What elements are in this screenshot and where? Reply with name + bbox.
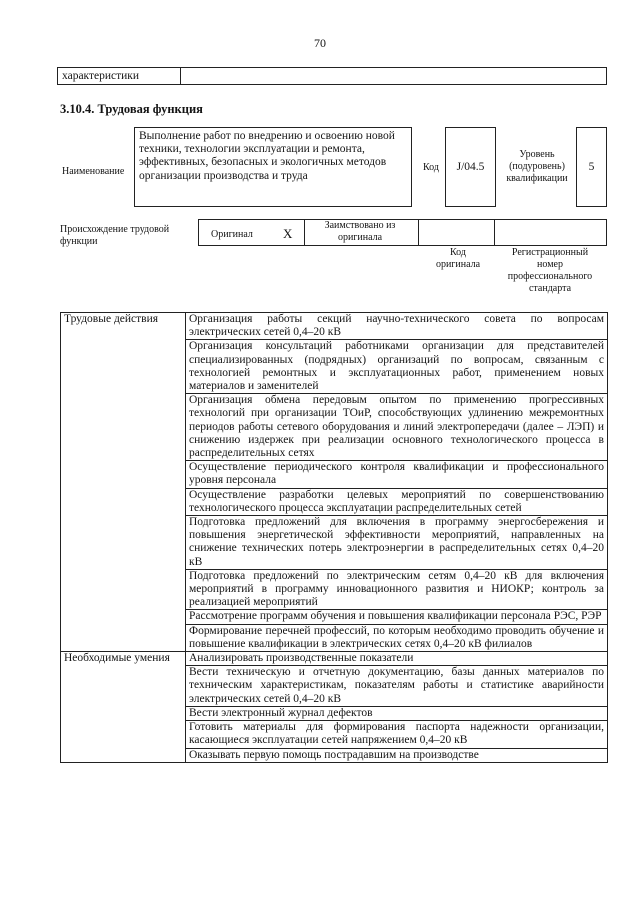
code-value: J/04.5 (456, 161, 485, 173)
code-value-box (445, 127, 496, 207)
labor-action-item: Формирование перечней профессий, по которым необходимо проводить обучение и повышение квалификации в электрических сетях 0,4–20 кВ филиалов (186, 624, 608, 651)
characteristics-divider (180, 68, 181, 84)
labor-action-item: Организация консультаций работниками организации для представителей специализированных (подрядных) организаций по вопросам, связанным с технологией ремонтных и эксплуатационных работ, применением новых материалов и заменителей (186, 340, 608, 394)
function-name-box (134, 127, 412, 207)
skill-item: Оказывать первую помощь пострадавшим на производстве (186, 748, 608, 762)
function-table (60, 312, 608, 763)
skill-item: Готовить материалы для формирования паспорта надежности организации, касающиеся эксплуатации сетей напряжением 0,4–20 кВ (186, 721, 608, 748)
original-label: Оригинал (211, 229, 253, 240)
characteristics-row (57, 67, 607, 85)
origin-divider-3 (494, 219, 495, 246)
code-original-caption: Код оригинала (435, 247, 481, 270)
section-heading: 3.10.4. Трудовая функция (60, 102, 203, 116)
labor-action-item: Осуществление периодического контроля квалификации и профессионального уровня персонала (186, 461, 608, 488)
original-mark: X (283, 226, 293, 241)
labor-action-item: Организация обмена передовым опытом по применению прогрессивных технологий при организации ТОиР, способствующих удлинению межремонтных периодов работы сетевого оборудования и линий электропередачи (далее – ЛЭП) и снижению издержек при реализации основного технологического процесса в распределительных сетях (186, 394, 608, 461)
skills-label: Необходимые умения (61, 652, 186, 763)
page-number: 70 (314, 36, 326, 50)
table-row (61, 652, 608, 666)
origin-label: Происхождение трудовой функции (60, 224, 170, 247)
labor-action-item: Подготовка предложений по электрическим сетям 0,4–20 кВ для включения мероприятий в программу инновационного развития и НИОКР; контроль за реализацией мероприятий (186, 569, 608, 610)
origin-divider-2 (418, 219, 419, 246)
level-label: Уровень (подуровень) квалификации (506, 149, 568, 184)
level-value: 5 (588, 161, 595, 173)
skill-item: Вести электронный журнал дефектов (186, 706, 608, 720)
labor-actions-label: Трудовые действия (61, 313, 186, 652)
labor-action-item: Организация работы секций научно-технического совета по вопросам электрических сетей 0,4–20 кВ (186, 313, 608, 340)
reg-number-caption: Регистрационный номер профессионального стандарта (507, 247, 593, 294)
function-name-text: Выполнение работ по внедрению и освоению новой техники, технологии эксплуатации и ремонта, эффективных, безопасных и экологичных методов организации производства и труда (139, 130, 395, 182)
code-label: Код (423, 162, 439, 173)
labor-action-item: Рассмотрение программ обучения и повышения квалификации персонала РЭС, РЭР (186, 610, 608, 624)
skill-item: Анализировать производственные показатели (186, 652, 608, 666)
skill-item: Вести техническую и отчетную документацию, базы данных материалов по техническим характеристикам, показателям работы и статистике аварийности электрических сетей 0,4–20 кВ (186, 666, 608, 707)
labor-action-item: Подготовка предложений для включения в программу энергосбережения и повышения энергетической эффективности мероприятий, направленных на снижение технических потерь электроэнергии в распределительных сетях 0,4–20 кВ (186, 516, 608, 570)
table-row (61, 313, 608, 340)
borrowed-label: Заимствовано из оригинала (324, 220, 396, 243)
name-label: Наименование (62, 166, 125, 177)
level-value-box (576, 127, 607, 207)
labor-action-item: Осуществление разработки целевых мероприятий по совершенствованию технологического процесса эксплуатации распределительных сетей (186, 488, 608, 515)
characteristics-label: характеристики (62, 70, 140, 82)
origin-divider-1 (304, 219, 305, 246)
